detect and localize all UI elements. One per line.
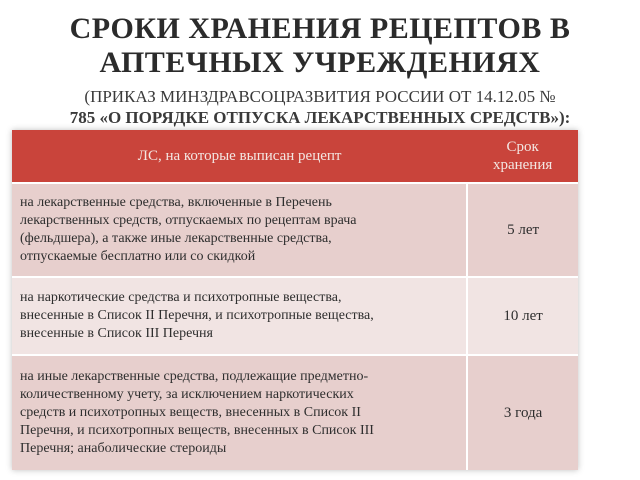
header-description: ЛС, на которые выписан рецепт <box>12 130 467 183</box>
header-term <box>467 130 578 183</box>
page-title <box>0 12 640 80</box>
row-text-line: на лекарственные средства, включенные в Перечень <box>20 195 332 210</box>
row-text-line: отпускаемые бесплатно или со скидкой <box>20 249 256 264</box>
row-term: 3 года <box>467 355 578 470</box>
row-text-line: Перечня; анаболические стероиды <box>20 441 227 456</box>
subtitle-line-1: (ПРИКАЗ МИНЗДРАВСОЦРАЗВИТИЯ РОССИИ ОТ 14.12.05 № <box>84 87 556 106</box>
row-description <box>12 183 467 277</box>
row-text-line: внесенные в Список II Перечня, и психотропные вещества, <box>20 308 374 323</box>
title-line-2: АПТЕЧНЫХ УЧРЕЖДЕНИЯХ <box>99 46 541 79</box>
row-term: 10 лет <box>467 277 578 355</box>
header-term-line-1: Срок <box>506 139 539 155</box>
row-text-line: количественному учету, за исключением наркотических <box>20 387 354 402</box>
row-description <box>12 355 467 470</box>
subtitle-line-2: 785 «О ПОРЯДКЕ ОТПУСКА ЛЕКАРСТВЕННЫХ СРЕДСТВ»): <box>69 108 571 127</box>
table-row <box>12 355 578 470</box>
row-text-line: лекарственных средств, отпускаемых по рецептам врача <box>20 213 357 228</box>
table-row <box>12 183 578 277</box>
table-row <box>12 277 578 355</box>
row-description <box>12 277 467 355</box>
title-line-1: СРОКИ ХРАНЕНИЯ РЕЦЕПТОВ В <box>69 12 571 45</box>
row-text-line: на наркотические средства и психотропные вещества, <box>20 290 342 305</box>
row-text-line: (фельдшера), а также иные лекарственные средства, <box>20 231 332 246</box>
header-term-line-2: хранения <box>492 157 553 173</box>
row-text-line: внесенные в Список III Перечня <box>20 326 213 341</box>
row-text-line: средств и психотропных веществ, внесенных в Список II <box>20 405 361 420</box>
row-term: 5 лет <box>467 183 578 277</box>
row-text-line: Перечня, и психотропных веществ, внесенных в Список III <box>20 423 374 438</box>
table-header-row <box>12 130 578 183</box>
storage-terms-table <box>12 130 578 470</box>
regulation-reference <box>20 86 620 128</box>
row-text-line: на иные лекарственные средства, подлежащие предметно- <box>20 369 369 384</box>
